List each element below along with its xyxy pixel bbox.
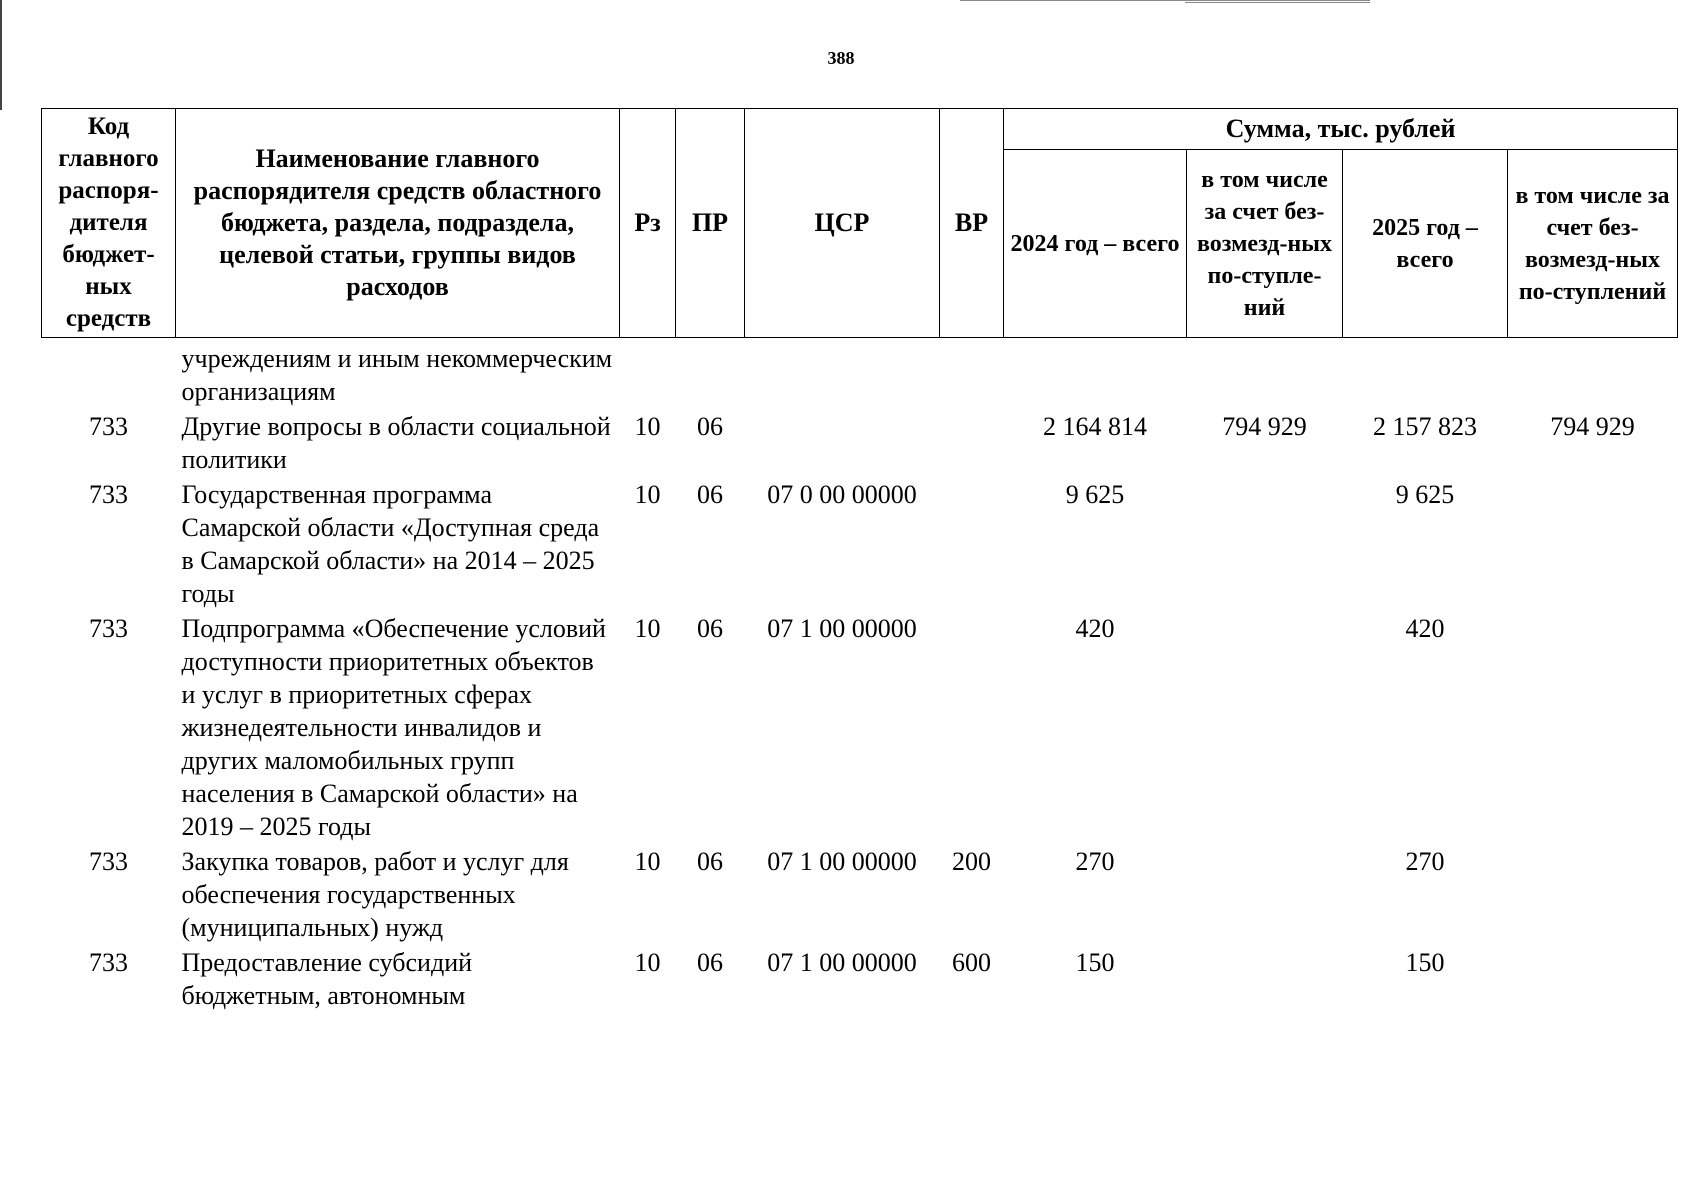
header-rz: Рз <box>620 109 676 338</box>
cell-csr <box>745 410 940 478</box>
header-2025-free: в том числе за счет без-возмезд-ных по-ступлений <box>1508 150 1678 338</box>
cell-pr: 06 <box>697 412 723 441</box>
cell-rz: 10 <box>634 614 661 643</box>
cell-2024-total <box>1004 338 1187 411</box>
cell-rz: 10 <box>634 948 661 977</box>
cell-code <box>42 338 176 411</box>
header-name: Наименование главного распорядителя средств областного бюджета, раздела, подраздела, целевой статьи, группы видов расходов <box>176 109 620 338</box>
table-header <box>42 109 1678 338</box>
cell-csr <box>745 338 940 411</box>
cell-2024-total: 420 <box>1075 614 1115 643</box>
cell-rz: 10 <box>634 847 661 876</box>
cell-2025-total: 270 <box>1405 847 1445 876</box>
cell-name: Закупка товаров, работ и услуг для обеспечения государственных (муниципальных) нужд <box>181 847 569 942</box>
top-edge-line <box>960 0 1370 1</box>
cell-rz <box>620 338 676 411</box>
cell-2025-free <box>1508 946 1678 1014</box>
header-vr: ВР <box>940 109 1004 338</box>
table-row <box>42 612 1678 845</box>
cell-2024-free: 794 929 <box>1222 412 1307 441</box>
cell-2025-free: 794 929 <box>1550 412 1635 441</box>
header-2024-total: 2024 год – всего <box>1004 150 1187 338</box>
header-pr: ПР <box>676 109 745 338</box>
cell-rz: 10 <box>634 480 661 509</box>
header-2025-total: 2025 год – всего <box>1343 150 1508 338</box>
cell-name: Государственная программа Самарской области «Доступная среда в Самарской области» на 2014 – 2025 годы <box>181 480 600 608</box>
cell-name: Предоставление субсидий бюджетным, автономным <box>181 948 473 1010</box>
cell-2025-free <box>1508 845 1678 946</box>
top-edge-line <box>1185 2 1370 3</box>
table-row <box>42 946 1678 1014</box>
cell-vr: 200 <box>952 847 991 876</box>
cell-code: 733 <box>89 614 128 643</box>
cell-2025-total: 150 <box>1405 948 1445 977</box>
cell-pr: 06 <box>697 480 723 509</box>
header-sum: Сумма, тыс. рублей <box>1004 109 1678 150</box>
cell-csr: 07 1 00 00000 <box>767 948 917 977</box>
cell-2024-free <box>1187 478 1343 612</box>
cell-vr <box>940 410 1004 478</box>
table-body <box>42 338 1678 1015</box>
header-code: Код главного распоря-дителя бюджет-ных средств <box>42 109 176 338</box>
cell-2025-total <box>1343 338 1508 411</box>
cell-code: 733 <box>89 412 128 441</box>
cell-2024-total: 9 625 <box>1065 480 1125 509</box>
page-number: 388 <box>827 48 855 68</box>
table-row <box>42 410 1678 478</box>
cell-code: 733 <box>89 480 128 509</box>
table-row <box>42 478 1678 612</box>
table-row <box>42 338 1678 411</box>
cell-vr: 600 <box>952 948 991 977</box>
cell-name: Другие вопросы в области социальной политики <box>181 412 611 474</box>
cell-2025-total: 420 <box>1405 614 1445 643</box>
cell-vr <box>940 612 1004 845</box>
cell-2024-total: 270 <box>1075 847 1115 876</box>
header-csr: ЦСР <box>745 109 940 338</box>
cell-rz: 10 <box>634 412 661 441</box>
cell-pr <box>676 338 745 411</box>
cell-2025-total: 2 157 823 <box>1373 412 1477 441</box>
budget-table <box>41 108 1678 1014</box>
cell-2024-total: 150 <box>1075 948 1115 977</box>
cell-vr <box>940 338 1004 411</box>
cell-2024-free <box>1187 612 1343 845</box>
cell-pr: 06 <box>697 614 723 643</box>
cell-2024-free <box>1187 845 1343 946</box>
cell-csr: 07 0 00 00000 <box>767 480 917 509</box>
cell-vr <box>940 478 1004 612</box>
cell-2025-free <box>1508 478 1678 612</box>
cell-code: 733 <box>89 847 128 876</box>
cell-csr: 07 1 00 00000 <box>767 614 917 643</box>
cell-csr: 07 1 00 00000 <box>767 847 917 876</box>
cell-2025-total: 9 625 <box>1395 480 1455 509</box>
cell-pr: 06 <box>697 847 723 876</box>
cell-name: учреждениям и иным некоммерческим организациям <box>181 344 613 406</box>
cell-name: Подпрограмма «Обеспечение условий доступности приоритетных объектов и услуг в приоритетных сферах жизнедеятельности инвалидов и других маломобильных групп населения в Самарской области» на 2019 – 2025 годы <box>181 614 606 841</box>
header-2024-free: в том числе за счет без-возмезд-ных по-ступле-ний <box>1187 150 1343 338</box>
cell-2024-free <box>1187 338 1343 411</box>
cell-code: 733 <box>89 948 128 977</box>
cell-2025-free <box>1508 612 1678 845</box>
table-row <box>42 845 1678 946</box>
cell-2024-free <box>1187 946 1343 1014</box>
cell-2024-total: 2 164 814 <box>1043 412 1147 441</box>
cell-pr: 06 <box>697 948 723 977</box>
cell-2025-free <box>1508 338 1678 411</box>
